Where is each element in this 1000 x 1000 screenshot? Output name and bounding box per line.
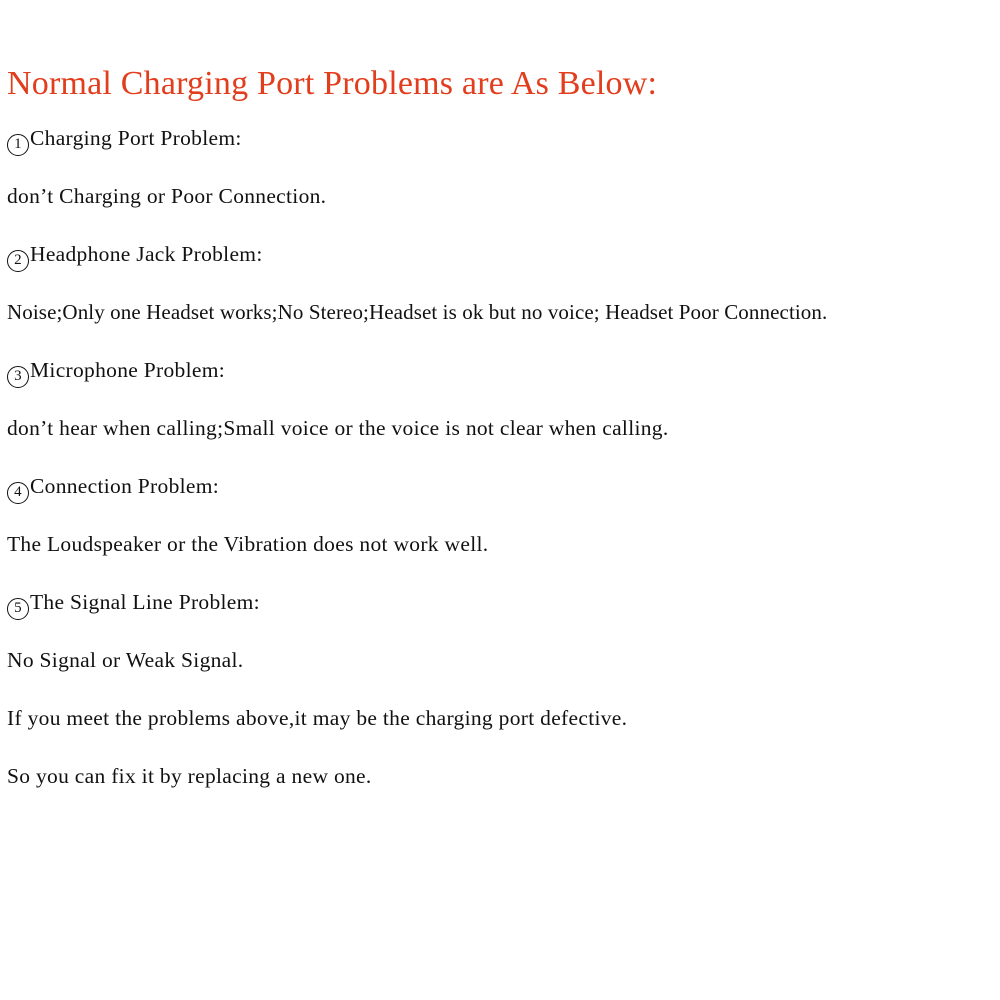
problem-4-heading-text: Connection Problem: <box>30 474 220 498</box>
problem-3-description: don’t hear when calling;Small voice or the voice is not clear when calling. <box>7 416 669 440</box>
problem-4-description: The Loudspeaker or the Vibration does not work well. <box>7 532 489 556</box>
problem-2-description: Noise;Only one Headset works;No Stereo;Headset is ok but no voice; Headset Poor Connection. <box>7 300 828 324</box>
problem-2-heading <box>7 241 263 272</box>
problem-1-description: don’t Charging or Poor Connection. <box>7 184 327 208</box>
problem-1-heading-text: Charging Port Problem: <box>30 126 242 150</box>
circled-number-2: 2 <box>7 250 29 272</box>
conclusion-line-2: So you can fix it by replacing a new one. <box>7 764 372 788</box>
problem-4-heading <box>7 473 219 504</box>
circled-number-4: 4 <box>7 482 29 504</box>
problem-3-heading-text: Microphone Problem: <box>30 358 225 382</box>
circled-number-5: 5 <box>7 598 29 620</box>
problem-2-heading-text: Headphone Jack Problem: <box>30 242 263 266</box>
circled-number-3: 3 <box>7 366 29 388</box>
problem-5-description: No Signal or Weak Signal. <box>7 648 244 672</box>
page-title: Normal Charging Port Problems are As Below: <box>7 65 658 102</box>
problem-1-heading <box>7 125 242 156</box>
problem-5-heading <box>7 589 260 620</box>
conclusion-line-1: If you meet the problems above,it may be the charging port defective. <box>7 706 628 730</box>
problem-5-heading-text: The Signal Line Problem: <box>30 590 260 614</box>
problem-3-heading <box>7 357 225 388</box>
circled-number-1: 1 <box>7 134 29 156</box>
